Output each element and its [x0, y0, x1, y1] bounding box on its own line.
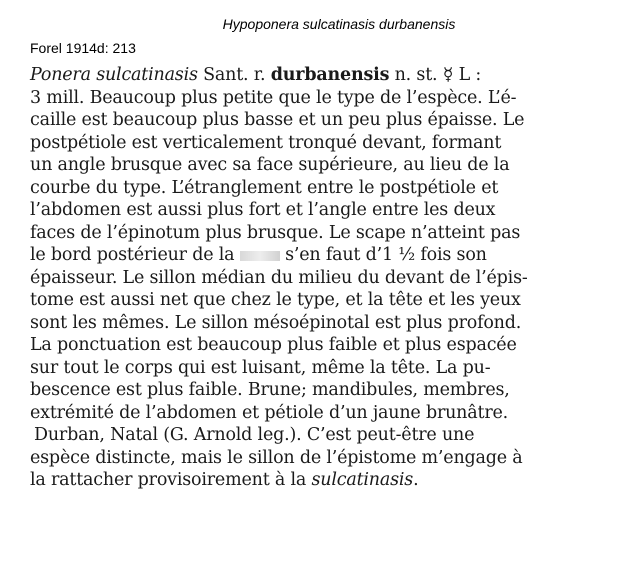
text-line [30, 267, 590, 290]
text-fragment: bescence est plus faible. Brune; mandibules, membres, [30, 380, 510, 400]
text-fragment: durbanensis [270, 65, 390, 85]
text-line [30, 199, 590, 222]
text-fragment: épaisseur. Le sillon médian du milieu du devant de l’épis- [30, 267, 528, 288]
text-fragment: courbe du type. L’étranglement entre le postpétiole et [30, 177, 499, 198]
scanned-text-block [30, 64, 590, 492]
text-fragment: la rattacher provisoirement à la [30, 470, 312, 490]
text-fragment: La ponctuation est beaucoup plus faible et plus espacée [30, 335, 517, 355]
smudged-text [240, 251, 280, 261]
text-line [30, 334, 590, 357]
text-line [30, 109, 590, 132]
text-line [30, 447, 590, 470]
text-fragment: tome est aussi net que chez le type, et la tête et les yeux [30, 290, 521, 310]
text-fragment: s’en faut d’1 ½ fois son [279, 245, 487, 265]
text-fragment: Sant. r. [197, 65, 271, 85]
text-fragment: caille est beaucoup plus basse et un peu plus épaisse. Le [30, 110, 525, 130]
text-line [30, 379, 590, 402]
text-fragment: Ponera sulcatinasis [30, 65, 198, 85]
species-title: Hypoponera sulcatinasis durbanensis [222, 16, 456, 32]
text-fragment: le bord postérieur de la [30, 245, 240, 265]
text-line [30, 177, 590, 200]
text-fragment: faces de l’épinotum plus brusque. Le scape n’atteint pas [30, 222, 521, 243]
text-fragment: sont les mêmes. Le sillon mésoépinotal est plus profond. [30, 312, 522, 333]
text-line [30, 402, 590, 425]
text-line [30, 87, 590, 110]
text-line [30, 64, 590, 87]
citation-label: Forel 1914d: 213 [30, 40, 136, 56]
text-line [30, 312, 590, 335]
text-fragment: postpétiole est verticalement tronqué devant, formant [30, 132, 502, 153]
text-fragment: 3 mill. Beaucoup plus petite que le type de l’espèce. L’é- [30, 87, 517, 108]
text-fragment: espèce distincte, mais le sillon de l’épistome m’engage à [30, 447, 523, 468]
text-fragment: un angle brusque avec sa face supérieure, au lieu de la [30, 155, 510, 175]
text-line [30, 132, 590, 155]
text-line [30, 469, 590, 492]
text-line [30, 424, 590, 447]
text-line [30, 244, 590, 267]
text-fragment: extrémité de l’abdomen et pétiole d’un jaune brunâtre. [30, 402, 509, 423]
text-fragment: sur tout le corps qui est luisant, même la tête. La pu- [30, 357, 491, 378]
text-fragment: Durban, Natal (G. Arnold leg.). C’est peut-être une [34, 425, 475, 445]
text-fragment: . [413, 470, 419, 490]
text-fragment: sulcatinasis [311, 470, 414, 490]
text-fragment: n. st. ☿ L : [389, 65, 482, 85]
text-line [30, 357, 590, 380]
text-line [30, 222, 590, 245]
text-line [30, 289, 590, 312]
text-fragment: l’abdomen est aussi plus fort et l’angle entre les deux [30, 200, 496, 220]
text-line [30, 154, 590, 177]
